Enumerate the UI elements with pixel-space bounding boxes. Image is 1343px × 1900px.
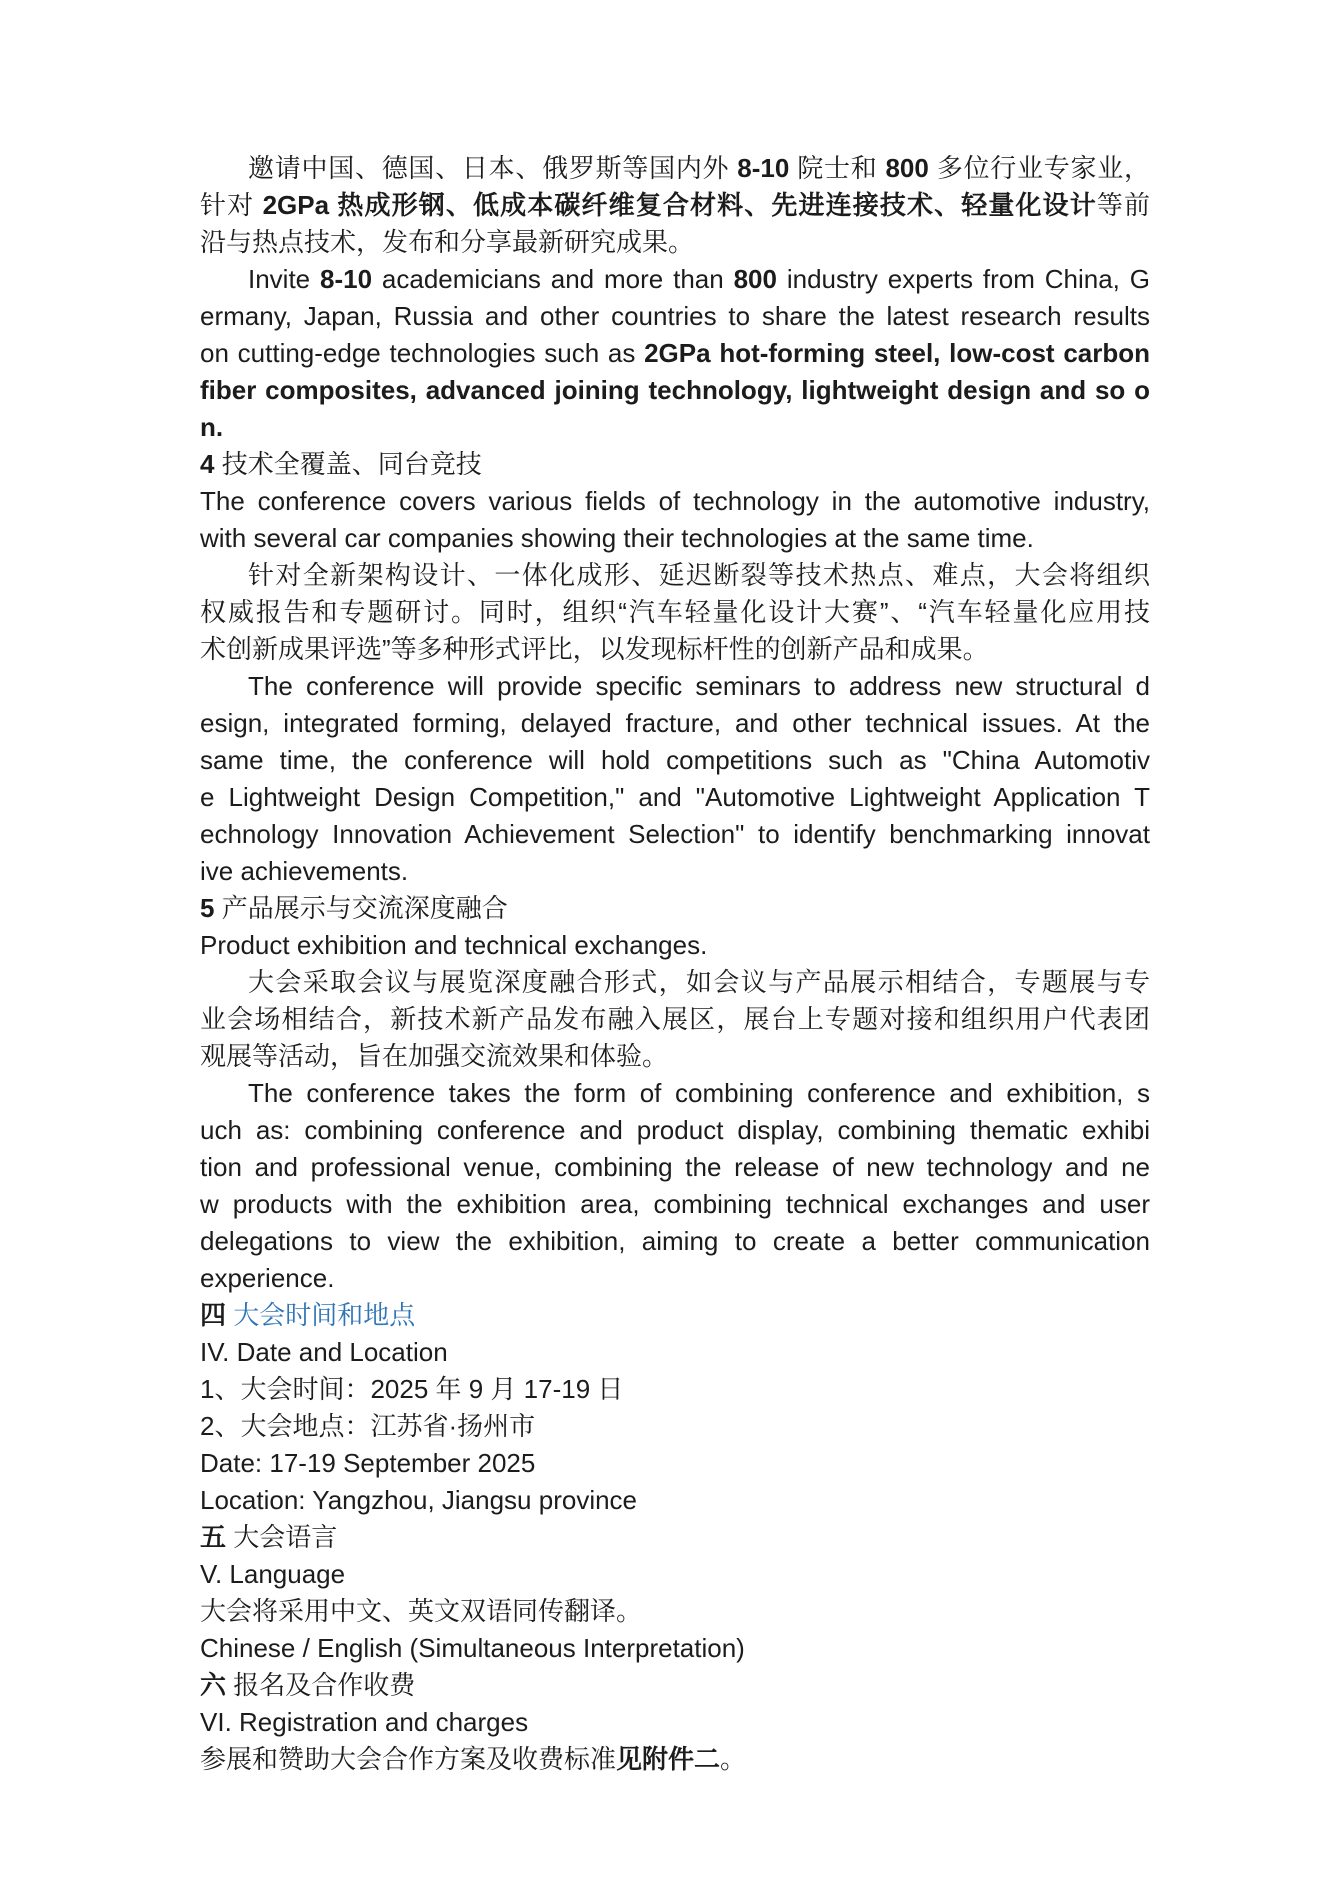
text-line bbox=[200, 1445, 1150, 1482]
text-line bbox=[200, 409, 1150, 446]
text-segment: ermany, Japan, Russia and other countries to share the latest research results bbox=[200, 301, 1150, 331]
text-line bbox=[200, 1704, 1150, 1741]
text-line bbox=[200, 779, 1150, 816]
text-segment: 4 bbox=[200, 449, 215, 479]
text-segment: 五 bbox=[200, 1523, 227, 1552]
paragraph bbox=[200, 150, 1150, 261]
text-segment: 等前 bbox=[1096, 190, 1150, 220]
text-segment: on cutting-edge technologies such as bbox=[200, 338, 645, 368]
text-line bbox=[200, 1149, 1150, 1186]
text-segment: Invite bbox=[248, 264, 321, 294]
paragraph bbox=[200, 1408, 1150, 1445]
text-segment: 5 bbox=[200, 893, 215, 923]
text-line bbox=[200, 594, 1150, 631]
text-segment: esign, integrated forming, delayed fracture, and other technical issues. At the bbox=[200, 708, 1150, 738]
paragraph bbox=[200, 1556, 1150, 1593]
text-line bbox=[200, 557, 1150, 594]
text-segment: 观展等活动，旨在加强交流效果和体验。 bbox=[200, 1041, 669, 1071]
text-line bbox=[200, 1519, 1150, 1556]
text-segment: w products with the exhibition area, combining technical exchanges and user bbox=[200, 1189, 1150, 1219]
text-segment: 800 bbox=[885, 153, 929, 183]
text-segment: 800 bbox=[733, 264, 777, 294]
text-segment: 权威报告和专题研讨。同时，组织“汽车轻量化设计大赛”、“汽车轻量化应用技 bbox=[200, 597, 1150, 627]
text-segment: 1、大会时间：2025 年 9 月 17-19 日 bbox=[200, 1374, 624, 1404]
text-line bbox=[200, 150, 1150, 187]
text-segment: 8-10 bbox=[320, 264, 373, 294]
text-segment: 业会场相结合，新技术新产品发布融入展区，展台上专题对接和组织用户代表团 bbox=[200, 1004, 1150, 1034]
text-segment: 技术全覆盖、同台竞技 bbox=[214, 449, 482, 479]
text-segment: The conference takes the form of combining conference and exhibition, s bbox=[248, 1078, 1150, 1108]
text-segment: experience. bbox=[200, 1263, 335, 1293]
paragraph bbox=[200, 927, 1150, 964]
text-segment: ive achievements. bbox=[200, 856, 409, 886]
text-segment: 见附件二 bbox=[616, 1744, 721, 1774]
paragraph bbox=[200, 1630, 1150, 1667]
text-segment: 8-10 bbox=[737, 153, 790, 183]
text-segment: 。 bbox=[720, 1744, 747, 1774]
text-segment: 2、大会地点：江苏省·扬州市 bbox=[200, 1411, 536, 1441]
text-line bbox=[200, 1334, 1150, 1371]
section-heading bbox=[200, 1667, 1150, 1704]
text-segment: Location: Yangzhou, Jiangsu province bbox=[200, 1485, 638, 1515]
text-segment: e Lightweight Design Competition," and "Automotive Lightweight Application T bbox=[200, 782, 1150, 812]
text-line bbox=[200, 1741, 1150, 1778]
text-line bbox=[200, 1630, 1150, 1667]
text-segment: 大会语言 bbox=[226, 1522, 338, 1552]
text-segment: 沿与热点技术，发布和分享最新研究成果。 bbox=[200, 227, 695, 257]
text-line bbox=[200, 742, 1150, 779]
text-segment: 参展和赞助大会合作方案及收费标准 bbox=[200, 1744, 617, 1774]
text-segment: 针对全新架构设计、一体化成形、延迟断裂等技术热点、难点，大会将组织 bbox=[248, 560, 1150, 590]
paragraph bbox=[200, 1482, 1150, 1519]
text-line bbox=[200, 1075, 1150, 1112]
text-line bbox=[200, 1186, 1150, 1223]
text-segment: delegations to view the exhibition, aiming to create a better communication bbox=[200, 1226, 1150, 1256]
text-segment: IV. Date and Location bbox=[200, 1337, 448, 1367]
text-segment: 四 bbox=[200, 1301, 227, 1330]
text-segment: 多位行业专家业， bbox=[928, 153, 1150, 183]
text-line bbox=[200, 853, 1150, 890]
text-segment: 2GPa 热成形钢、低成本碳纤维复合材料、先进连接技术、轻量化设计 bbox=[262, 190, 1097, 220]
text-line bbox=[200, 631, 1150, 668]
text-line bbox=[200, 705, 1150, 742]
text-segment: Product exhibition and technical exchanges. bbox=[200, 930, 708, 960]
text-line bbox=[200, 927, 1150, 964]
text-line bbox=[200, 816, 1150, 853]
text-segment: 院士和 bbox=[789, 153, 886, 183]
paragraph bbox=[200, 668, 1150, 890]
text-segment: n. bbox=[200, 412, 224, 442]
text-line bbox=[200, 261, 1150, 298]
text-line bbox=[200, 890, 1150, 927]
text-line bbox=[200, 1482, 1150, 1519]
text-segment: tion and professional venue, combining the release of new technology and ne bbox=[200, 1152, 1150, 1182]
text-segment: 大会采取会议与展览深度融合形式，如会议与产品展示相结合，专题展与专 bbox=[248, 967, 1150, 997]
section-heading bbox=[200, 1519, 1150, 1556]
text-segment: academicians and more than bbox=[372, 264, 734, 294]
text-line bbox=[200, 1112, 1150, 1149]
text-segment: fiber composites, advanced joining technology, lightweight design and so o bbox=[200, 375, 1150, 405]
text-line bbox=[200, 1297, 1150, 1334]
text-segment: 六 bbox=[200, 1671, 227, 1700]
paragraph bbox=[200, 1593, 1150, 1630]
text-segment: echnology Innovation Achievement Selection" to identify benchmarking innovat bbox=[200, 819, 1150, 849]
text-line bbox=[200, 1593, 1150, 1630]
paragraph bbox=[200, 557, 1150, 668]
text-segment: 术创新成果评选”等多种形式评比，以发现标杆性的创新产品和成果。 bbox=[200, 634, 989, 664]
text-segment: industry experts from China, G bbox=[776, 264, 1150, 294]
text-line bbox=[200, 446, 1150, 483]
paragraph bbox=[200, 1334, 1150, 1371]
text-line bbox=[200, 520, 1150, 557]
text-segment: 针对 bbox=[200, 190, 263, 220]
text-line bbox=[200, 1667, 1150, 1704]
text-line bbox=[200, 1260, 1150, 1297]
text-line bbox=[200, 668, 1150, 705]
text-line bbox=[200, 1408, 1150, 1445]
text-line bbox=[200, 335, 1150, 372]
text-segment: 大会将采用中文、英文双语同传翻译。 bbox=[200, 1596, 643, 1626]
text-segment: with several car companies showing their technologies at the same time. bbox=[200, 523, 1034, 553]
text-segment: 产品展示与交流深度融合 bbox=[214, 893, 508, 923]
text-line bbox=[200, 483, 1150, 520]
paragraph bbox=[200, 1075, 1150, 1297]
text-line bbox=[200, 1038, 1150, 1075]
text-segment: V. Language bbox=[200, 1559, 346, 1589]
text-line bbox=[200, 964, 1150, 1001]
text-segment: 邀请中国、德国、日本、俄罗斯等国内外 bbox=[248, 153, 738, 183]
text-segment: 报名及合作收费 bbox=[226, 1670, 416, 1700]
text-line bbox=[200, 1001, 1150, 1038]
text-segment: The conference covers various fields of technology in the automotive industry, bbox=[200, 486, 1150, 516]
text-line bbox=[200, 298, 1150, 335]
paragraph bbox=[200, 964, 1150, 1075]
paragraph bbox=[200, 1704, 1150, 1741]
text-segment: uch as: combining conference and product display, combining thematic exhibi bbox=[200, 1115, 1150, 1145]
paragraph bbox=[200, 261, 1150, 446]
section-heading bbox=[200, 1297, 1150, 1334]
text-line bbox=[200, 372, 1150, 409]
text-segment: same time, the conference will hold competitions such as "China Automotiv bbox=[200, 745, 1150, 775]
text-segment: Chinese / English (Simultaneous Interpretation) bbox=[200, 1633, 745, 1663]
text-segment: 大会时间和地点 bbox=[233, 1300, 416, 1330]
section-heading bbox=[200, 890, 1150, 927]
text-segment: 2GPa hot-forming steel, low-cost carbon bbox=[644, 338, 1150, 368]
paragraph bbox=[200, 483, 1150, 557]
text-line bbox=[200, 1371, 1150, 1408]
paragraph bbox=[200, 1371, 1150, 1408]
text-line bbox=[200, 1223, 1150, 1260]
text-line bbox=[200, 224, 1150, 261]
text-segment: Date: 17-19 September 2025 bbox=[200, 1448, 536, 1478]
text-line bbox=[200, 1556, 1150, 1593]
section-heading bbox=[200, 446, 1150, 483]
paragraph bbox=[200, 1741, 1150, 1778]
paragraph bbox=[200, 1445, 1150, 1482]
text-segment: The conference will provide specific seminars to address new structural d bbox=[248, 671, 1150, 701]
text-segment: VI. Registration and charges bbox=[200, 1707, 529, 1737]
document-body bbox=[200, 150, 1150, 1778]
text-line bbox=[200, 187, 1150, 224]
